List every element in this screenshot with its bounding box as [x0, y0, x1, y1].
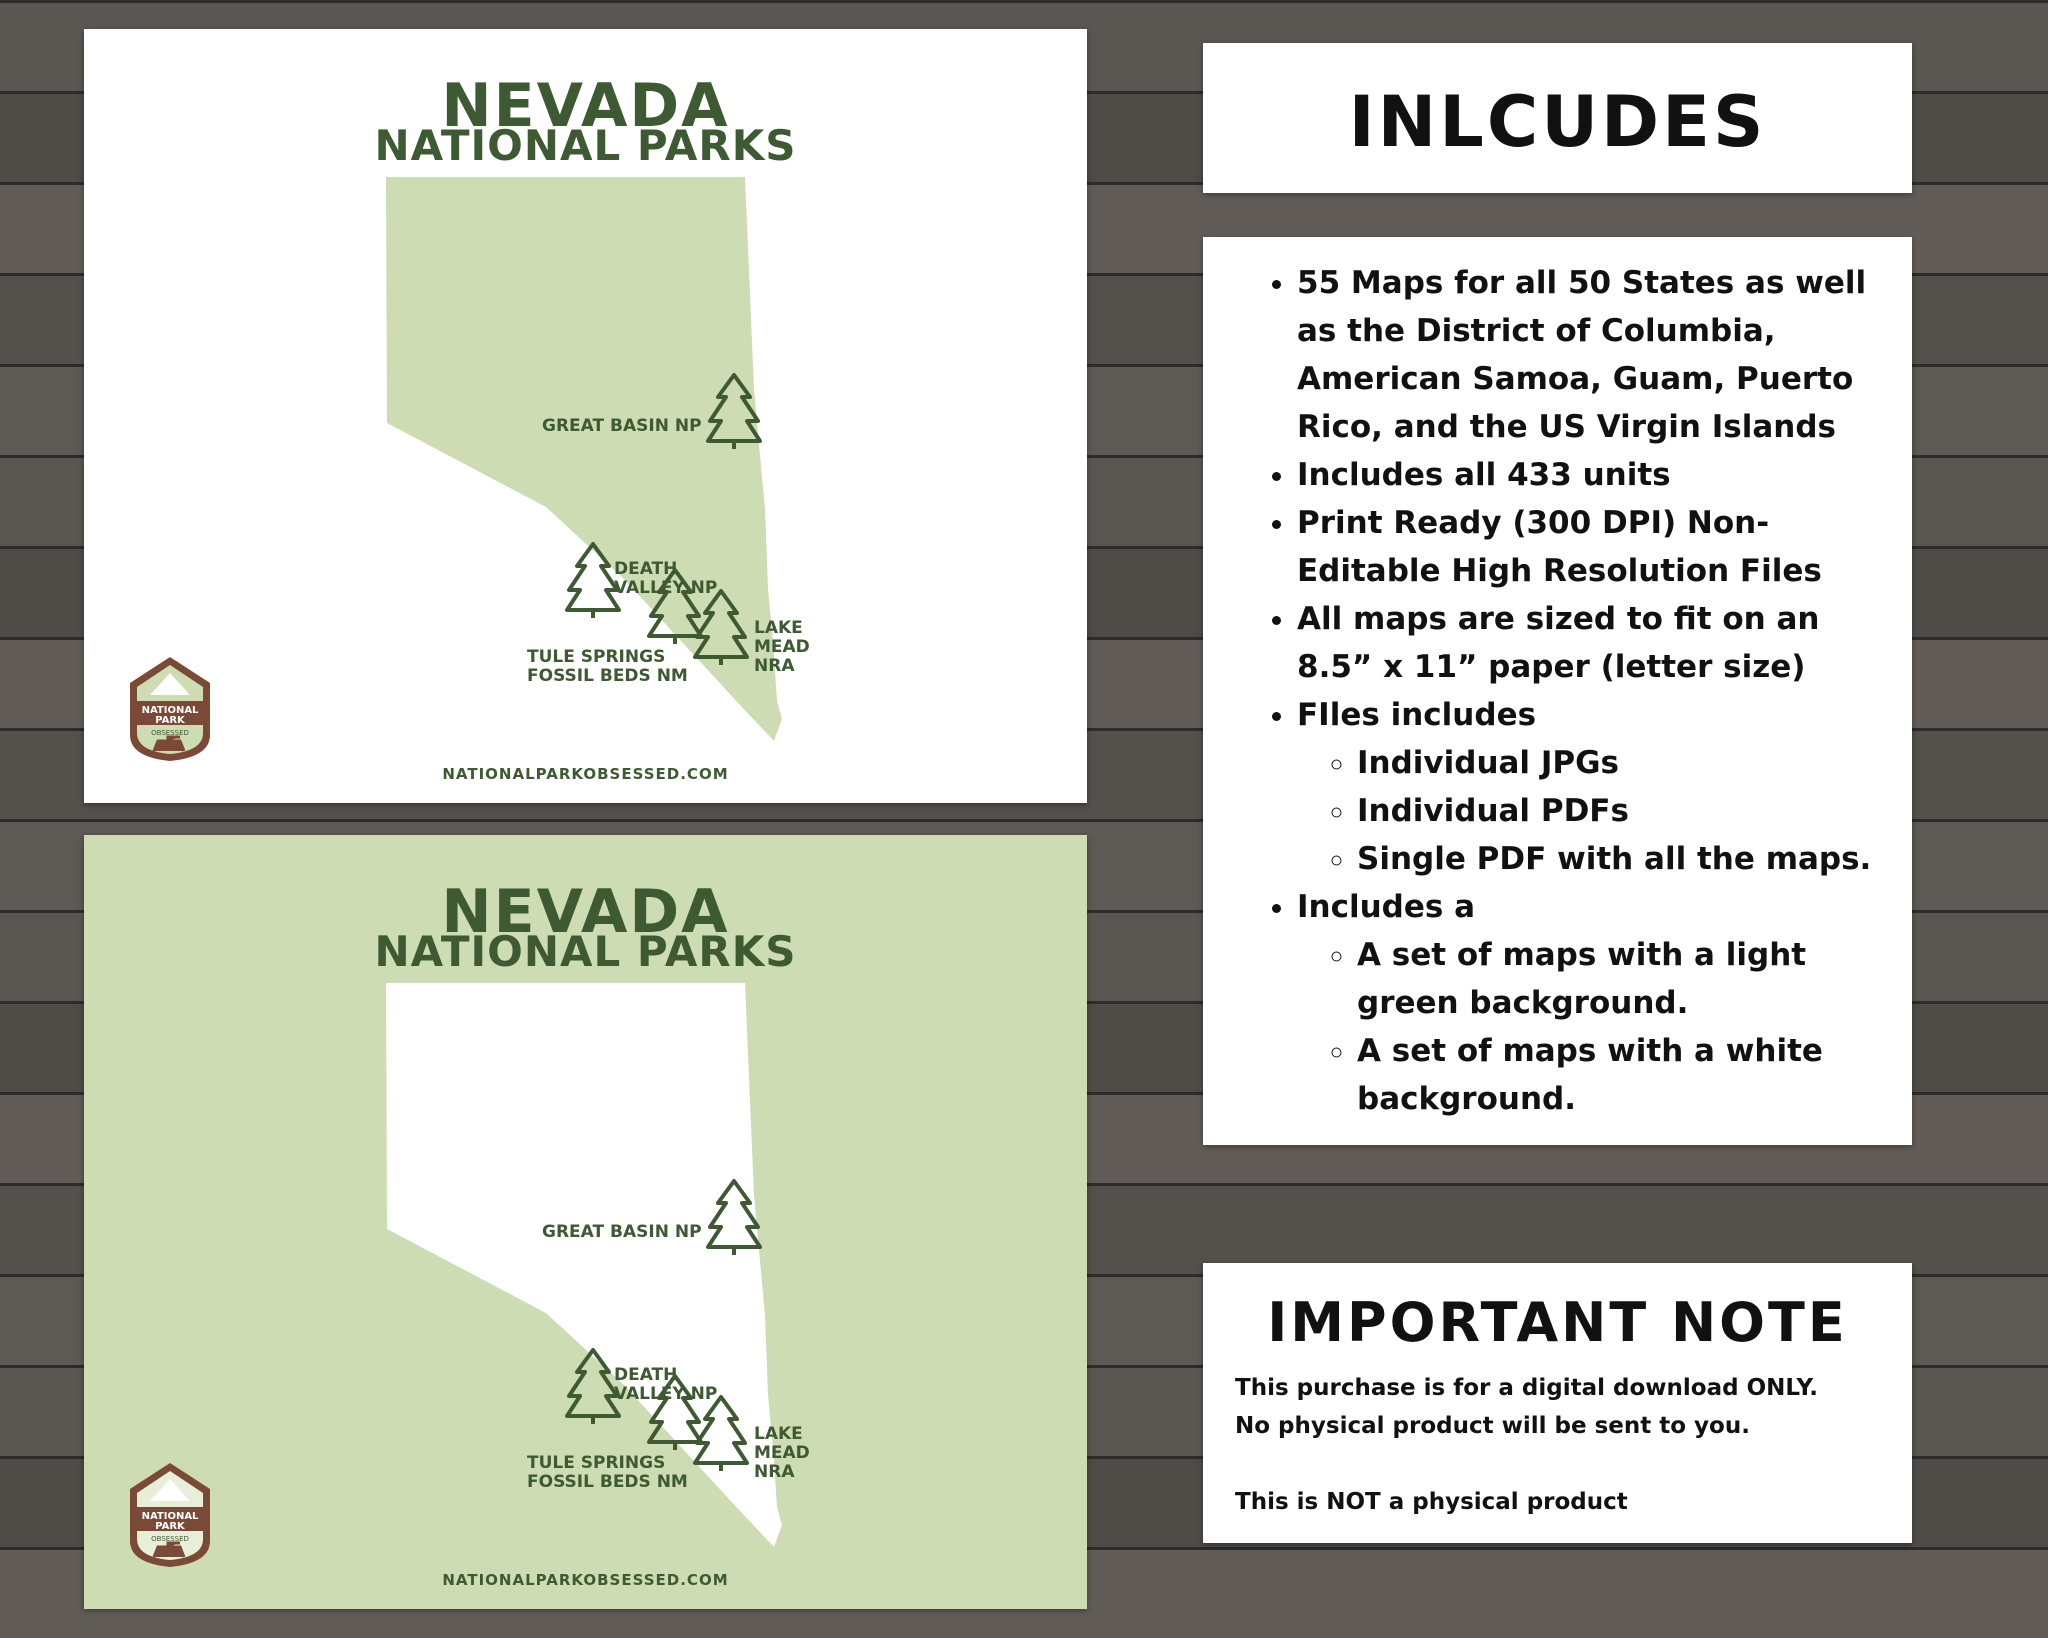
label-death-valley-2: VALLEY NP — [614, 578, 718, 598]
sets-sublist — [1297, 931, 1897, 1123]
list-item: • Print Ready (300 DPI) Non-Editable High Resolution Files — [1297, 499, 1897, 595]
map-footer-url: NATIONALPARKOBSESSED.COM — [442, 1571, 729, 1589]
label-tule-springs-1: TULE SPRINGS — [527, 647, 666, 667]
logo-line3: OBSESSED — [151, 729, 189, 737]
list-item: • Includes a ◦ A set of maps with a light green background. ◦ A set of maps with a white background. — [1297, 883, 1897, 1123]
note-line-2: No physical product will be sent to you. — [1235, 1413, 1750, 1439]
sublist-item: ◦ A set of maps with a light green background. — [1357, 931, 1897, 1027]
logo-badge-icon — [130, 657, 210, 761]
map-card-green — [84, 835, 1087, 1609]
label-lake-mead-1: LAKE — [754, 1424, 803, 1444]
label-lake-mead-2: MEAD — [754, 637, 810, 657]
label-lake-mead-3: NRA — [754, 1462, 795, 1482]
logo-badge-icon — [130, 1463, 210, 1567]
files-sublist — [1297, 739, 1897, 883]
map-footer-url: NATIONALPARKOBSESSED.COM — [442, 765, 729, 783]
map-title-state: NEVADA — [441, 877, 730, 947]
logo-line1: NATIONAL — [141, 1511, 199, 1522]
includes-title-panel — [1203, 43, 1912, 193]
label-tule-springs-2: FOSSIL BEDS NM — [527, 1472, 688, 1492]
label-tule-springs-1: TULE SPRINGS — [527, 1453, 666, 1473]
note-line-3: This is NOT a physical product — [1235, 1489, 1628, 1515]
label-tule-springs-2: FOSSIL BEDS NM — [527, 666, 688, 686]
sublist-item: ◦ Single PDF with all the maps. — [1357, 835, 1897, 883]
logo-line3: OBSESSED — [151, 1535, 189, 1543]
sublist-item: ◦ A set of maps with a white background. — [1357, 1027, 1897, 1123]
includes-list — [1253, 259, 1897, 1123]
sublist-item: ◦ Individual PDFs — [1357, 787, 1897, 835]
label-death-valley-2: VALLEY NP — [614, 1384, 718, 1404]
includes-list-panel — [1203, 237, 1912, 1145]
map-card-white — [84, 29, 1087, 803]
logo-line2: PARK — [155, 715, 185, 726]
label-lake-mead-2: MEAD — [754, 1443, 810, 1463]
map-title-state: NEVADA — [441, 71, 730, 141]
logo-line1: NATIONAL — [141, 705, 199, 716]
includes-heading: INLCUDES — [1348, 81, 1767, 163]
label-great-basin: GREAT BASIN NP — [542, 1222, 702, 1242]
important-note-panel — [1203, 1263, 1912, 1543]
label-great-basin: GREAT BASIN NP — [542, 416, 702, 436]
label-lake-mead-3: NRA — [754, 656, 795, 676]
map-title-subtitle: NATIONAL PARKS — [374, 121, 797, 170]
list-item: • All maps are sized to fit on an 8.5” x 11” paper (letter size) — [1297, 595, 1897, 691]
note-heading: IMPORTANT NOTE — [1267, 1291, 1848, 1354]
list-item: • FIles includes ◦ Individual JPGs ◦ Individual PDFs ◦ Single PDF with all the maps. — [1297, 691, 1897, 883]
sublist-item: ◦ Individual JPGs — [1357, 739, 1897, 787]
list-item: • 55 Maps for all 50 States as well as the District of Columbia, American Samoa, Guam, Puerto Rico, and the US Virgin Islands — [1297, 259, 1897, 451]
note-line-1: This purchase is for a digital download ONLY. — [1235, 1375, 1819, 1401]
list-item: • Includes all 433 units — [1297, 451, 1897, 499]
label-death-valley-1: DEATH — [614, 1365, 678, 1385]
label-lake-mead-1: LAKE — [754, 618, 803, 638]
label-death-valley-1: DEATH — [614, 559, 678, 579]
logo-line2: PARK — [155, 1521, 185, 1532]
map-title-subtitle: NATIONAL PARKS — [374, 927, 797, 976]
